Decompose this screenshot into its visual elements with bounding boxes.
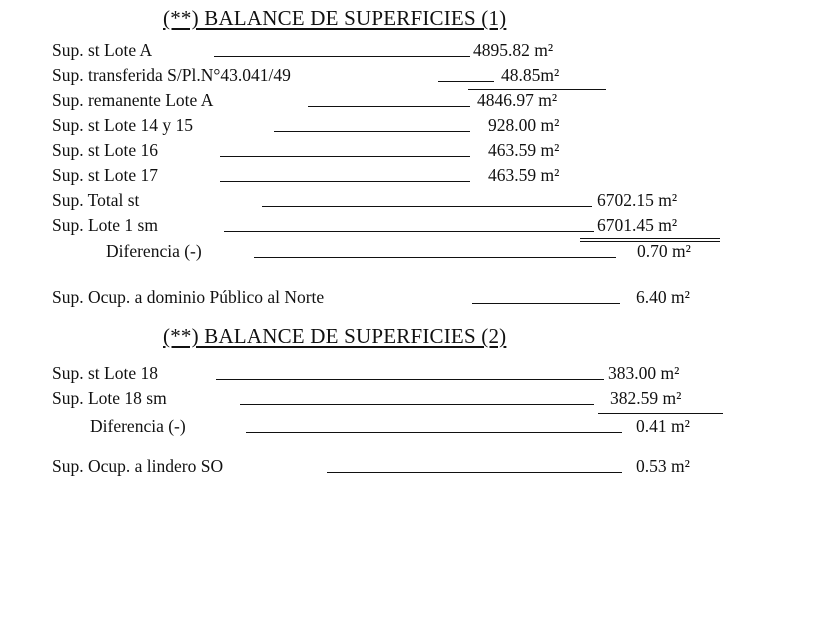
row-value: 0.70 m² [637, 241, 691, 261]
row-sup-lote-18-sm [0, 388, 840, 412]
leader-line [274, 131, 470, 132]
row-label: Diferencia (-) [106, 241, 202, 261]
leader-line [224, 231, 594, 232]
row-value: 6.40 m² [636, 287, 690, 307]
row-value: 0.53 m² [636, 456, 690, 476]
row-label: Sup. st Lote 14 y 15 [52, 115, 193, 135]
leader-line [220, 156, 470, 157]
row-value: 382.59 m² [610, 388, 682, 408]
leader-line [472, 303, 620, 304]
row-ocup-dominio-publico [0, 287, 840, 311]
row-label: Sup. Lote 1 sm [52, 215, 158, 235]
leader-line [254, 257, 616, 258]
row-label: Sup. st Lote 18 [52, 363, 158, 383]
row-value: 6701.45 m² [597, 215, 678, 235]
row-value: 48.85m² [501, 65, 560, 85]
section1-title: (**) BALANCE DE SUPERFICIES (1) [163, 6, 507, 30]
leader-line [214, 56, 470, 57]
row-label: Sup. st Lote 16 [52, 140, 158, 160]
leader-line [240, 404, 594, 405]
row-value: 383.00 m² [608, 363, 680, 383]
row-value: 463.59 m² [488, 165, 560, 185]
row-value: 928.00 m² [488, 115, 560, 135]
row-value: 0.41 m² [636, 416, 690, 436]
row-diferencia-1 [0, 241, 840, 265]
row-value: 463.59 m² [488, 140, 560, 160]
row-sup-lote-1-sm [0, 215, 840, 239]
row-sup-st-lote-17 [0, 165, 840, 189]
leader-line [246, 432, 622, 433]
row-value: 4846.97 m² [477, 90, 558, 110]
row-sup-st-lote-a [0, 40, 840, 64]
row-label: Sup. remanente Lote A [52, 90, 214, 110]
row-label: Sup. Ocup. a dominio Público al Norte [52, 287, 325, 307]
row-sup-transferida [0, 65, 840, 89]
leader-line [327, 472, 622, 473]
row-ocup-lindero-so [0, 456, 840, 480]
row-label: Sup. st Lote 17 [52, 165, 158, 185]
row-sup-st-lote-14-15 [0, 115, 840, 139]
row-diferencia-2 [0, 416, 840, 440]
row-sup-total-st [0, 190, 840, 214]
section2-title: (**) BALANCE DE SUPERFICIES (2) [163, 324, 507, 348]
leader-line [308, 106, 470, 107]
row-label: Sup. Total st [52, 190, 140, 210]
leader-line [262, 206, 592, 207]
row-label: Sup. Lote 18 sm [52, 388, 167, 408]
row-label: Diferencia (-) [90, 416, 186, 436]
leader-line [216, 379, 604, 380]
leader-line [438, 81, 494, 82]
subtotal-rule [598, 413, 723, 414]
row-sup-st-lote-18 [0, 363, 840, 387]
row-label: Sup. transferida S/Pl.N°43.041/49 [52, 65, 291, 85]
row-value: 4895.82 m² [473, 40, 554, 60]
row-sup-remanente-lote-a [0, 90, 840, 114]
row-value: 6702.15 m² [597, 190, 678, 210]
row-sup-st-lote-16 [0, 140, 840, 164]
row-label: Sup. st Lote A [52, 40, 153, 60]
row-label: Sup. Ocup. a lindero SO [52, 456, 224, 476]
leader-line [220, 181, 470, 182]
